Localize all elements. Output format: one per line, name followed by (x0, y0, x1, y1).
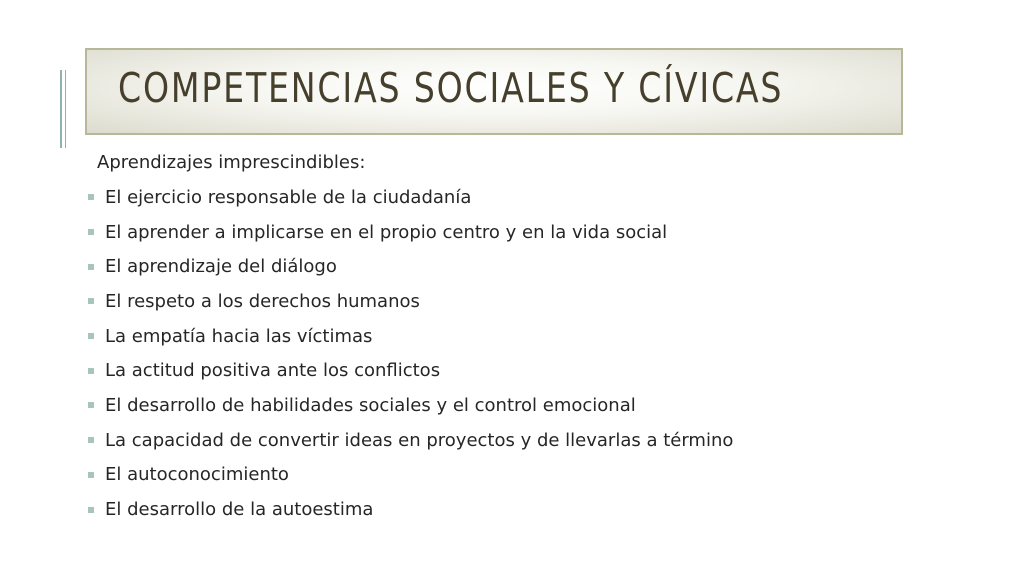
accent-bar (60, 70, 66, 148)
bullet-square-icon (88, 194, 94, 200)
bullet-square-icon (88, 507, 94, 513)
list-item-text: El ejercicio responsable de la ciudadanía (105, 186, 472, 208)
list-item (88, 388, 988, 423)
bullet-square-icon (88, 437, 94, 443)
list-item-text: El autoconocimiento (105, 464, 289, 486)
list-item-text: El aprender a implicarse en el propio centro y en la vida social (105, 221, 668, 243)
bullet-square-icon (88, 368, 94, 374)
bullet-square-icon (88, 229, 94, 235)
bullet-square-icon (88, 298, 94, 304)
bullet-list (88, 180, 988, 527)
list-item-text: La capacidad de convertir ideas en proyectos y de llevarlas a término (105, 429, 734, 451)
list-item (88, 492, 988, 527)
list-item-text: La actitud positiva ante los conflictos (105, 360, 441, 382)
slide-title: COMPETENCIAS SOCIALES Y CÍVICAS (118, 64, 784, 112)
list-item (88, 180, 988, 215)
list-item (88, 353, 988, 388)
list-item (88, 423, 988, 458)
bullet-square-icon (88, 264, 94, 270)
list-item (88, 458, 988, 493)
list-item (88, 215, 988, 250)
list-item (88, 284, 988, 319)
bullet-square-icon (88, 472, 94, 478)
list-item-text: El desarrollo de habilidades sociales y el control emocional (105, 394, 636, 416)
list-item-text: La empatía hacia las víctimas (105, 325, 373, 347)
list-item (88, 319, 988, 354)
slide-content (88, 146, 988, 527)
bullet-square-icon (88, 333, 94, 339)
list-item-text: El desarrollo de la autoestima (105, 499, 374, 521)
list-item-text: El respeto a los derechos humanos (105, 290, 420, 312)
list-item-text: El aprendizaje del diálogo (105, 256, 337, 278)
list-item (88, 249, 988, 284)
subtitle: Aprendizajes imprescindibles: (97, 152, 366, 173)
bullet-square-icon (88, 402, 94, 408)
